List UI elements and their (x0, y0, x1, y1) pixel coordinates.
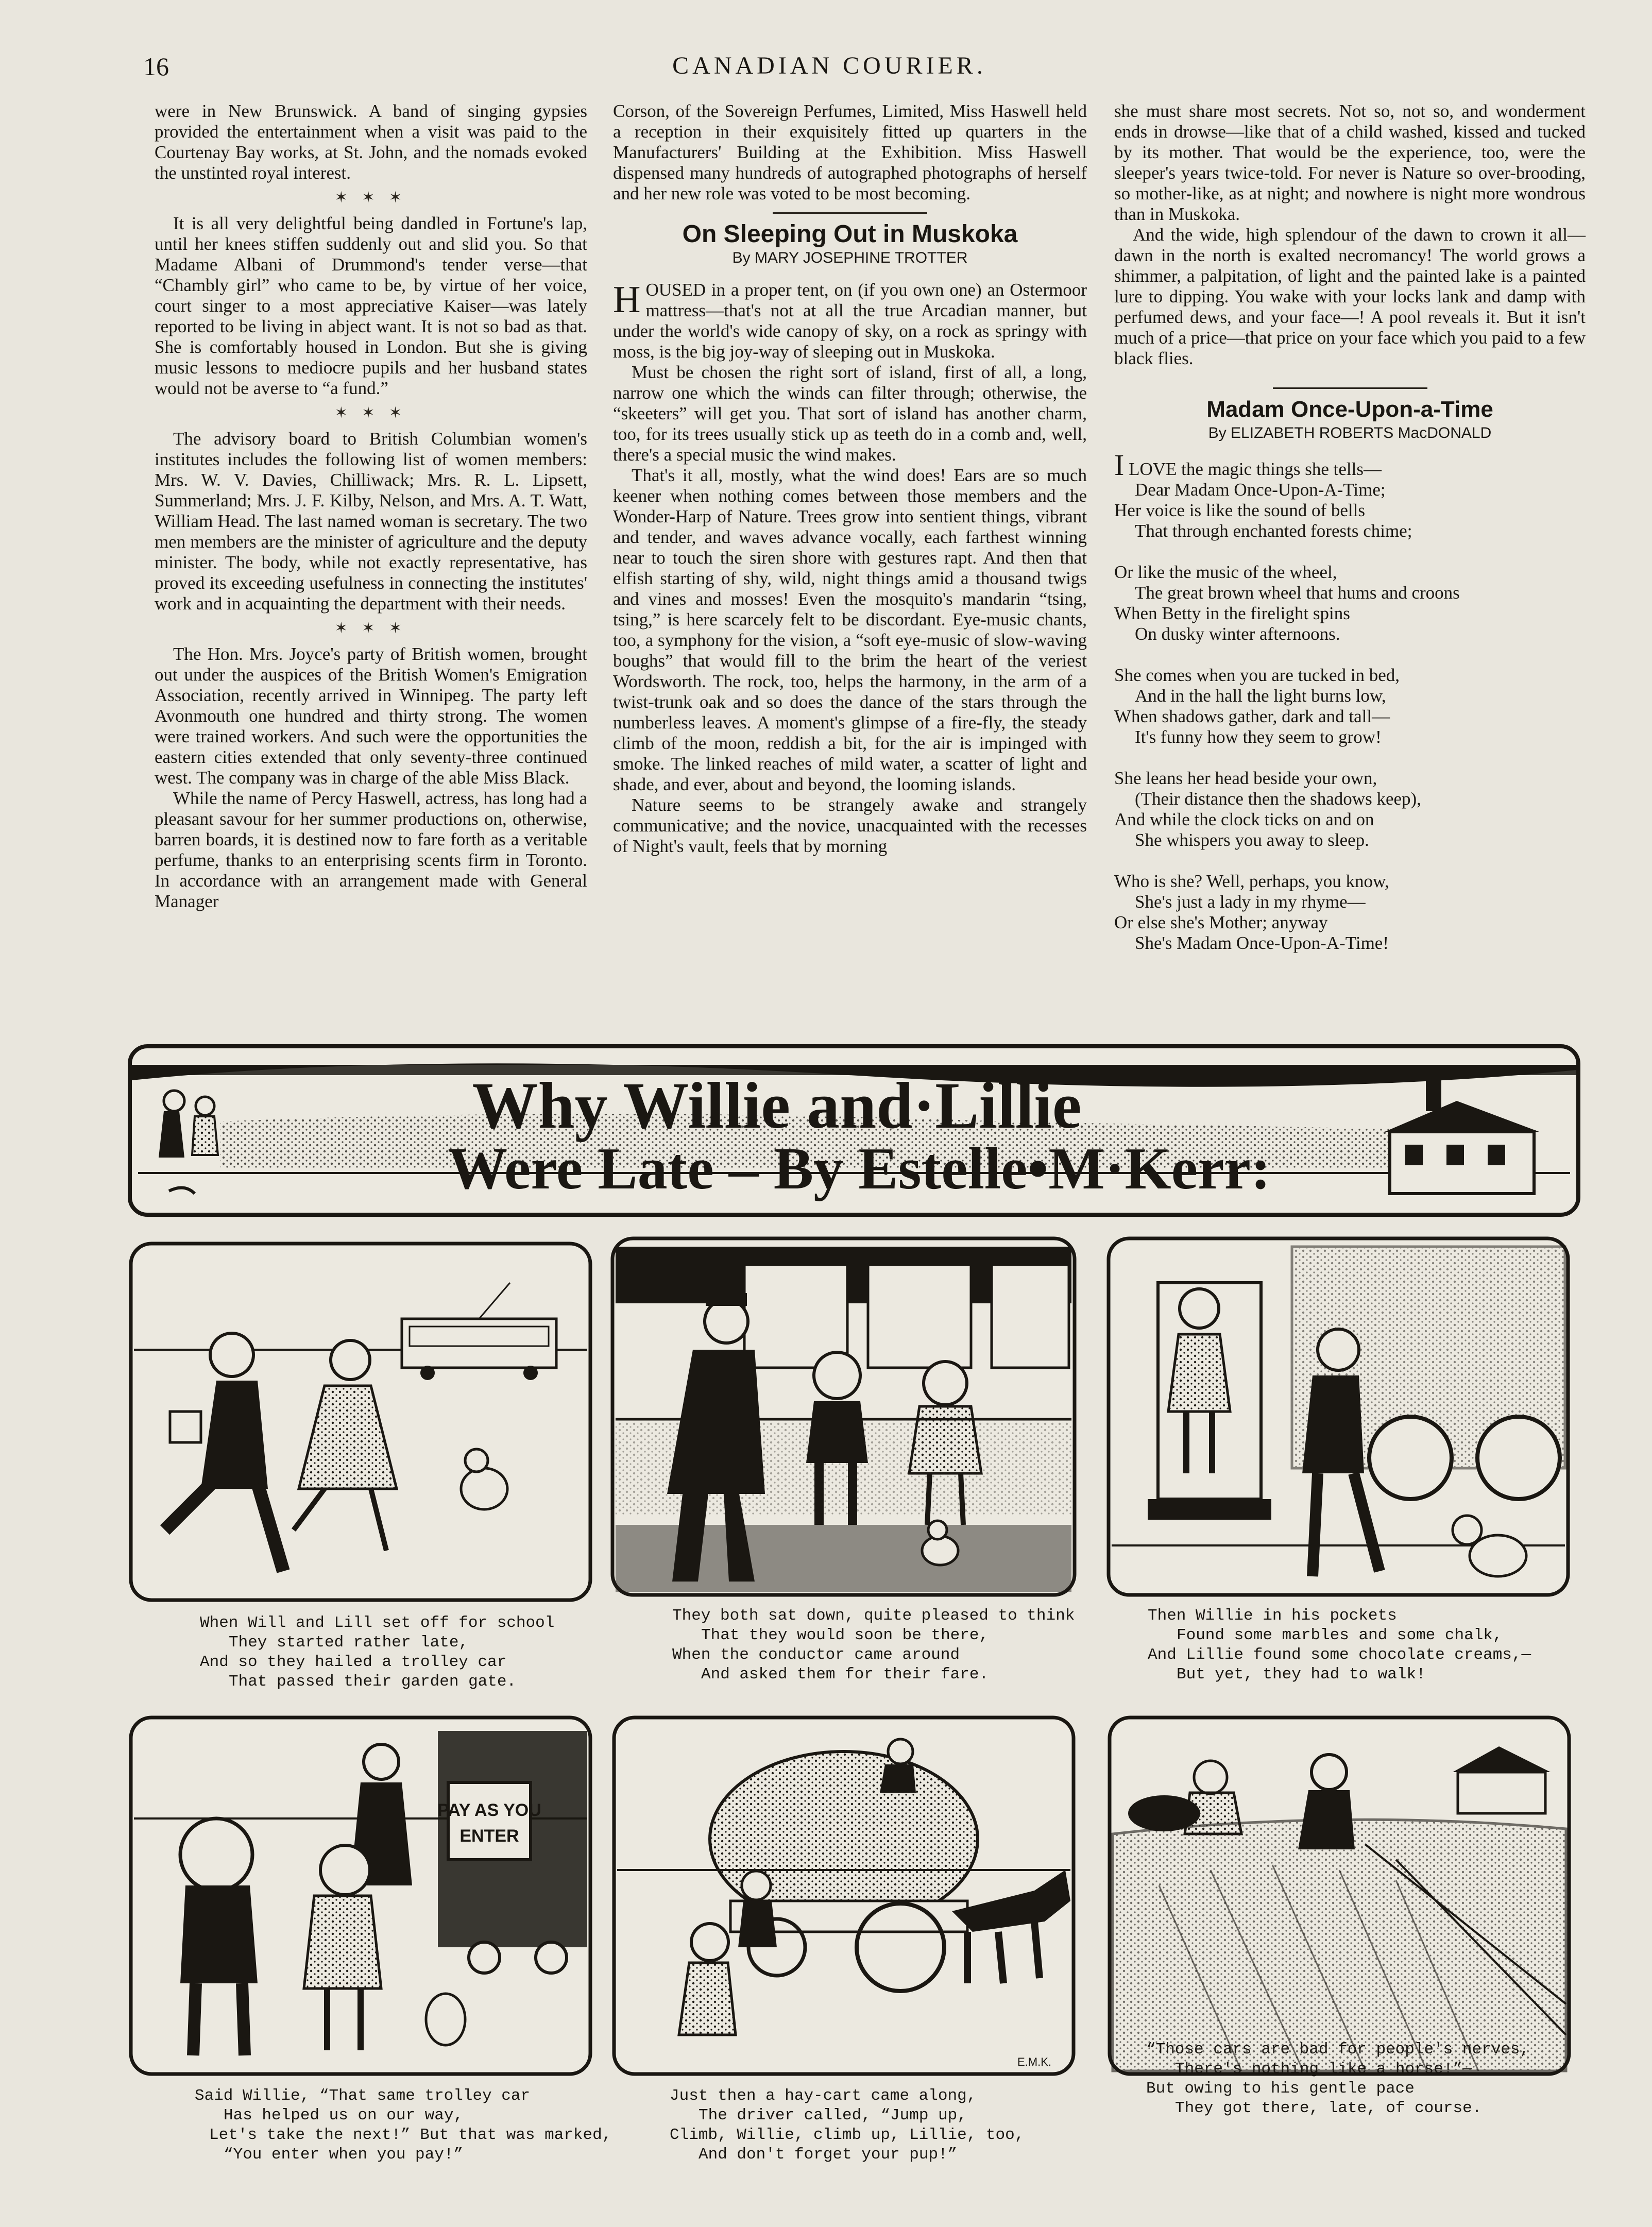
poem-line: She's Madam Once-Upon-A-Time! (1135, 933, 1389, 953)
poem-stanza (1114, 448, 1586, 541)
poem-title: Madam Once-Upon-a-Time (1206, 397, 1493, 422)
paragraph: That's it all, mostly, what the wind does! Ears are so much keener when nothing comes between those members and the Wonder-Harp of Nature. Trees grow into sentient things, vibrant and tender, and waves advance vocally, each farthest winning near to touch the siren shore with gestures rapt. And then that elfish starting of shy, wild, night things amid a thousand twigs and vines and mosses! Even the mosquito's mandarin “tsing, tsing,” is here scarcely felt to be discordant. Eye-music chants, too, a symphony for the vision, a “soft eye-music of slow-waving boughs” that would fill to the brim the heart of the veriest Wordsworth. The rock, too, helps the harmony, in the arm of a twist-trunk oak and so does the dance of the stars through the numberless leaves. A moment's glimpse of a fire-fly, the steady climb of the moon, reddish a bit, for the air is impinged with smoke. The linked reaches of mild water, a scatter of light and shade, and ever, about and beyond, the looming islands. (613, 465, 1087, 794)
drop-cap: I (1114, 448, 1125, 482)
caption-line: There's nothing like a horse!”— (1175, 2060, 1472, 2078)
caption-line: The driver called, “Jump up, (699, 2106, 967, 2124)
caption-line: And don't forget your pup!” (699, 2146, 958, 2164)
column-1 (155, 101, 587, 912)
column-3 (1114, 101, 1586, 974)
paragraph: Must be chosen the right sort of island, first of all, a long, narrow one which the winds can filter through; otherwise, the “skeeters” will get you. That sort of island has another charm, too, for its trees usually stick up as teeth do in a comb and, well, there's a special music the wind makes. (613, 362, 1087, 465)
caption-line: That passed their garden gate. (229, 1673, 517, 1691)
first-paragraph (613, 280, 1087, 362)
artist-signature: E.M.K. (1017, 2055, 1052, 2068)
caption-line: Climb, Willie, climb up, Lillie, too, (670, 2126, 1025, 2144)
poem-line: When shadows gather, dark and tall— (1114, 706, 1390, 726)
pup-illustration (426, 1994, 465, 2045)
caption-line: “You enter when you pay!” (224, 2146, 464, 2164)
poem-line: She's just a lady in my rhyme— (1135, 892, 1366, 912)
caption-line: And Lillie found some chocolate creams,— (1148, 1646, 1531, 1664)
poem-line-text: LOVE the magic things she tells— (1129, 459, 1382, 479)
section-rule (773, 212, 927, 214)
cartoon-panel-4 (129, 1715, 592, 2076)
ornament-divider: ✶ ✶ ✶ (334, 189, 407, 206)
poem-line: She comes when you are tucked in bed, (1114, 665, 1400, 685)
poem-line: She leans her head beside your own, (1114, 768, 1377, 788)
sign-text-line-1: PAY AS YOU (437, 1800, 541, 1820)
panel-3-caption (1148, 1606, 1531, 1685)
sign-text-line-2: ENTER (459, 1826, 519, 1846)
poem-line: Dear Madam Once-Upon-A-Time; (1135, 480, 1386, 500)
article-title: On Sleeping Out in Muskoka (682, 220, 1018, 248)
caption-line: They both sat down, quite pleased to think (672, 1607, 1075, 1625)
panel-1-caption (200, 1613, 554, 1692)
poem-line: Or like the music of the wheel, (1114, 562, 1337, 582)
panel-5-caption (670, 2086, 1024, 2165)
poem-stanza (1114, 665, 1586, 747)
paragraph: While the name of Percy Haswell, actress, has long had a pleasant savour for her summer productions on, otherwise, barren boards, it is destined now to fare forth as a veritable perfume, thanks to an enterprising scents firm in Toronto. In accordance with an arrangement made with General Manager (155, 788, 587, 911)
paragraph: she must share most secrets. Not so, not so, and wonderment ends in drowse—like that of a child washed, kissed and tucked by its mother. That would be the experience, too, were the sleeper's years twice-told. For never is Nature so over-brooding, so mother-like, as at night; and nowhere is night more wondrous than in Muskoka. (1114, 101, 1586, 224)
panel-2-caption (672, 1606, 1075, 1685)
panel-6-caption (1146, 2040, 1529, 2118)
caption-line: They started rather late, (229, 1634, 469, 1652)
cartoon-panel-1 (129, 1242, 592, 1602)
banner-title-line-1: Why Willie and·Lillie (472, 1069, 1082, 1142)
running-head: CANADIAN COURIER. (672, 52, 986, 79)
cartoon-panel-5 (612, 1715, 1076, 2076)
banner-title-line-2: Were Late – By Estelle•M·Kerr: (448, 1136, 1271, 1202)
caption-line: Has helped us on our way, (224, 2106, 464, 2124)
poem-stanza (1114, 768, 1586, 851)
cartoon-panel-6 (1108, 1715, 1571, 2076)
willie-climbing-illustration (738, 1871, 777, 1947)
caption-line: Let's take the next!” But that was marked, (209, 2126, 612, 2144)
caption-line: Said Willie, “That same trolley car (195, 2087, 531, 2105)
poem-byline: By ELIZABETH ROBERTS MacDONALD (1208, 424, 1492, 441)
poem-line: And in the hall the light burns low, (1135, 686, 1386, 706)
willie-reclining-illustration (1128, 1795, 1200, 1831)
section-rule (1273, 387, 1427, 389)
paragraph: Corson, of the Sovereign Perfumes, Limited, Miss Haswell held a reception in their exquisitely fitted up quarters in the Manufacturers' Building at the Exhibition. Miss Haswell dispensed many hundreds of autographed photographs of herself and her new role was voted to be most becoming. (613, 101, 1087, 203)
paragraph: And the wide, high splendour of the dawn to crown it all—dawn in the north is exalted necromancy! The world grows a shimmer, a palpitation, of light and the painted lake is a painted lure to dipping. You wake with your locks lank and damp with perfumed dews, and your face—! A pool reveals it. But it isn't much of a price—that price on your face which you paid to a few black flies. (1114, 225, 1586, 368)
ornament-divider: ✶ ✶ ✶ (334, 404, 407, 421)
caption-line: Then Willie in his pockets (1148, 1607, 1397, 1625)
paragraph: It is all very delightful being dandled in Fortune's lap, until her knees stiffen suddenly out and slid you. So that Madame Albani of Drummond's tender verse—that “Chambly girl” who came to be, by virtue of her voice, court singer to a most appreciative Kaiser—was lately reported to be living in abject want. It is not so bad as that. She is comfortably housed in London. But she is giving music lessons to mediocre pupils and her husband states would not be averse to “a fund.” (155, 213, 587, 398)
poem-line: Who is she? Well, perhaps, you know, (1114, 871, 1389, 891)
drop-cap: H (613, 279, 641, 321)
caption-line: When the conductor came around (672, 1646, 960, 1664)
caption-line: When Will and Lill set off for school (200, 1614, 555, 1632)
poem-line: When Betty in the firelight spins (1114, 603, 1350, 623)
poem-line: On dusky winter afternoons. (1135, 624, 1340, 644)
caption-line: But owing to his gentle pace (1146, 2080, 1415, 2098)
ornament-divider: ✶ ✶ ✶ (334, 620, 407, 637)
poem-line: It's funny how they seem to grow! (1135, 727, 1382, 747)
poem-line (1114, 448, 1586, 482)
article-byline: By MARY JOSEPHINE TROTTER (732, 249, 968, 266)
caption-line: And so they hailed a trolley car (200, 1653, 507, 1671)
caption-line: And asked them for their fare. (701, 1665, 989, 1684)
poem-line: That through enchanted forests chime; (1135, 521, 1412, 541)
poem-line: Her voice is like the sound of bells (1114, 500, 1365, 520)
caption-line: Found some marbles and some chalk, (1177, 1626, 1503, 1644)
caption-line: Just then a hay-cart came along, (670, 2087, 977, 2105)
caption-line: They got there, late, of course. (1175, 2099, 1482, 2117)
cartoon-panel-2 (610, 1236, 1077, 1597)
panel-4-caption (195, 2086, 611, 2165)
poem-line: And while the clock ticks on and on (1114, 809, 1374, 829)
first-paragraph-text: OUSED in a proper tent, on (if you own one) an Ostermoor mattress—that's not at all the true Arcadian manner, but under the world's wide canopy of sky, on a rock as springy with moss, is the big joy-way of sleeping out in Muskoka. (613, 280, 1087, 362)
page-number: 16 (143, 52, 169, 81)
column-2 (613, 101, 1087, 857)
poem-line: She whispers you away to sleep. (1135, 830, 1369, 850)
cartoon-banner (128, 1044, 1580, 1217)
poem (1114, 448, 1586, 954)
poem-stanza (1114, 871, 1586, 954)
paragraph: Nature seems to be strangely awake and strangely communicative; and the novice, unacquainted with the recesses of Night's vault, feels that by morning (613, 795, 1087, 856)
poem-stanza (1114, 562, 1586, 644)
paragraph: The advisory board to British Columbian women's institutes includes the following list of women members: Mrs. W. V. Davies, Chilliwack; Mrs. R. L. Lipsett, Summerland; Mrs. J. F. Kilby, Nelson, and Mrs. A. T. Watt, William Head. The last named woman is secretary. The two men members are the minister of agriculture and the deputy minister. The body, while not exactly representative, has proved its exceeding usefulness in connecting the institutes' work and in acquainting the department with their needs. (155, 429, 587, 614)
cartoon-panel-3 (1106, 1236, 1570, 1597)
poem-line: The great brown wheel that hums and croons (1135, 583, 1460, 603)
paragraph: The Hon. Mrs. Joyce's party of British women, brought out under the auspices of the British Women's Emigration Association, recently arrived in Winnipeg. The party left Avonmouth one hundred and thirty strong. The women were trained workers. And such were the opportunities the eastern cities extended that only seventy-three continued west. The company was in charge of the able Miss Black. (155, 644, 587, 788)
paragraph: were in New Brunswick. A band of singing gypsies provided the entertainment when a visit was paid to the Courtenay Bay works, at St. John, and the nomads evoked the unstinted royal interest. (155, 101, 587, 183)
caption-line: That they would soon be there, (701, 1626, 989, 1644)
poem-line: (Their distance then the shadows keep), (1135, 789, 1421, 809)
pay-as-you-enter-sign (448, 1782, 531, 1860)
caption-line: “Those cars are bad for people's nerves, (1146, 2041, 1530, 2059)
caption-line: But yet, they had to walk! (1177, 1665, 1426, 1684)
poem-line: Or else she's Mother; anyway (1114, 912, 1328, 932)
